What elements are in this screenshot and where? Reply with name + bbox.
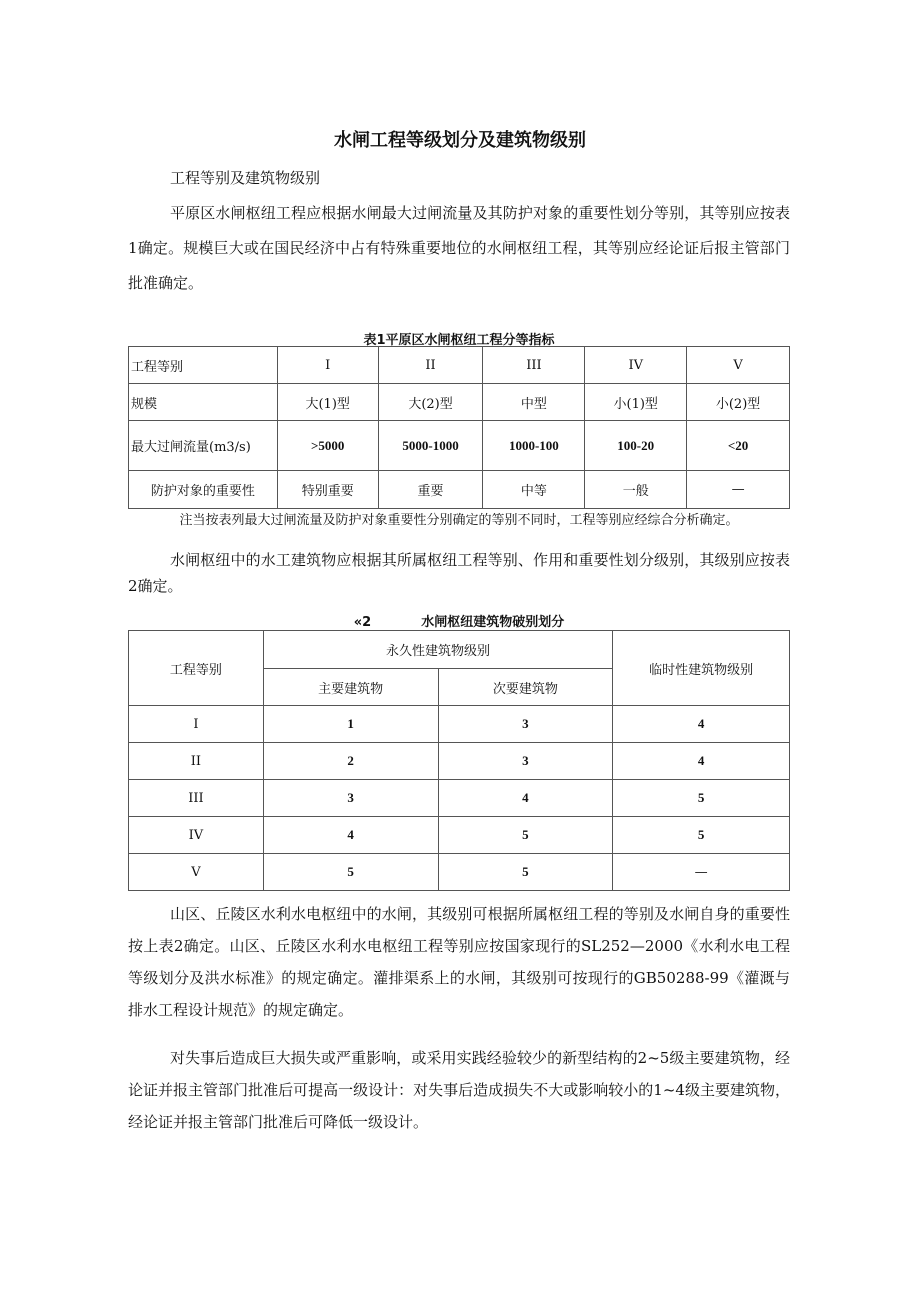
header-permanent: 永久性建筑物级别 (263, 631, 612, 669)
table-cell: 大(2)型 (378, 384, 483, 421)
table-cell: 4 (613, 706, 790, 743)
table-cell: 特别重要 (277, 471, 378, 509)
table-cell: 5 (438, 854, 613, 891)
header-minor: 次要建筑物 (438, 669, 613, 706)
table-cell: >5000 (277, 421, 378, 471)
table-cell: 4 (613, 743, 790, 780)
table-cell: 大(1)型 (277, 384, 378, 421)
table-cell: V (129, 854, 264, 891)
table-cell: 2 (263, 743, 438, 780)
table-cell: V (687, 347, 790, 384)
table-row (129, 347, 790, 384)
table-cell: — (613, 854, 790, 891)
table-cell: III (129, 780, 264, 817)
table1-note: 注当按表列最大过闸流量及防护对象重要性分别确定的等别不同时，工程等别应经综合分析确定。 (179, 513, 739, 528)
table-cell: I (277, 347, 378, 384)
header-grade: 工程等别 (129, 631, 264, 706)
table-row (129, 471, 790, 509)
table-cell: 5 (613, 780, 790, 817)
table-cell: 最大过闸流量(m3/s) (129, 421, 278, 471)
table-row (129, 384, 790, 421)
table-cell: 工程等别 (129, 347, 278, 384)
table-cell: 规模 (129, 384, 278, 421)
table-row (129, 743, 790, 780)
table1 (128, 346, 790, 509)
table-cell: 4 (438, 780, 613, 817)
table2-caption (128, 611, 790, 630)
table-cell: 3 (263, 780, 438, 817)
table-cell: I (129, 706, 264, 743)
table-cell: 1000-100 (483, 421, 585, 471)
table-cell: 1 (263, 706, 438, 743)
table-cell: 5000-1000 (378, 421, 483, 471)
table-cell: — (687, 471, 790, 509)
table-row (129, 854, 790, 891)
table-cell: II (129, 743, 264, 780)
table-cell: 3 (438, 743, 613, 780)
table-cell: 3 (438, 706, 613, 743)
section-heading: 工程等别及建筑物级别 (170, 169, 321, 187)
paragraph: 平原区水闸枢纽工程应根据水闸最大过闸流量及其防护对象的重要性划分等别，其等别应按表1确定。规模巨大或在国民经济中占有特殊重要地位的水闸枢纽工程，其等别应经论证后报主管部门批准确定。 (128, 204, 790, 292)
paragraph: 水闸枢纽中的水工建筑物应根据其所属枢纽工程等别、作用和重要性划分级别，其级别应按表2确定。 (128, 551, 790, 595)
table1-caption: 表1平原区水闸枢纽工程分等指标 (363, 333, 555, 348)
table-cell: 小(1)型 (585, 384, 687, 421)
table-cell: 4 (263, 817, 438, 854)
table-cell: 小(2)型 (687, 384, 790, 421)
table2-caption-text: 水闸枢纽建筑物破别划分 (421, 615, 565, 630)
table-cell: 5 (438, 817, 613, 854)
table-cell: IV (585, 347, 687, 384)
table-cell: 5 (613, 817, 790, 854)
table-cell: 一般 (585, 471, 687, 509)
paragraph: 对失事后造成巨大损失或严重影响，或采用实践经验较少的新型结构的2~5级主要建筑物，经论证并报主管部门批准后可提高一级设计：对失事后造成损失不大或影响较小的1~4级主要建筑物，经论证并报主管部门批准后可降低一级设计。 (128, 1049, 790, 1131)
table-cell: 100-20 (585, 421, 687, 471)
table-row (129, 817, 790, 854)
table-cell: III (483, 347, 585, 384)
document-title: 水闸工程等级划分及建筑物级别 (334, 130, 586, 151)
table-cell: II (378, 347, 483, 384)
paragraph: 山区、丘陵区水利水电枢纽中的水闸，其级别可根据所属枢纽工程的等别及水闸自身的重要性按上表2确定。山区、丘陵区水利水电枢纽工程等别应按国家现行的SL252—2000《水利水电工程等级划分及洪水标准》的规定确定。灌排渠系上的水闸，其级别可按现行的GB50288-99《灌溉与排水工程设计规范》的规定确定。 (128, 905, 790, 1019)
table-cell: 中型 (483, 384, 585, 421)
header-main: 主要建筑物 (263, 669, 438, 706)
table-cell: 5 (263, 854, 438, 891)
table2 (128, 630, 790, 891)
header-temporary: 临时性建筑物级别 (613, 631, 790, 706)
table-cell: <20 (687, 421, 790, 471)
table-cell: 防护对象的重要性 (129, 471, 278, 509)
table-cell: IV (129, 817, 264, 854)
table2-caption-prefix: «2 (353, 615, 372, 630)
table-row (129, 780, 790, 817)
table-cell: 中等 (483, 471, 585, 509)
table-row (129, 706, 790, 743)
table-row (129, 421, 790, 471)
table-cell: 重要 (378, 471, 483, 509)
